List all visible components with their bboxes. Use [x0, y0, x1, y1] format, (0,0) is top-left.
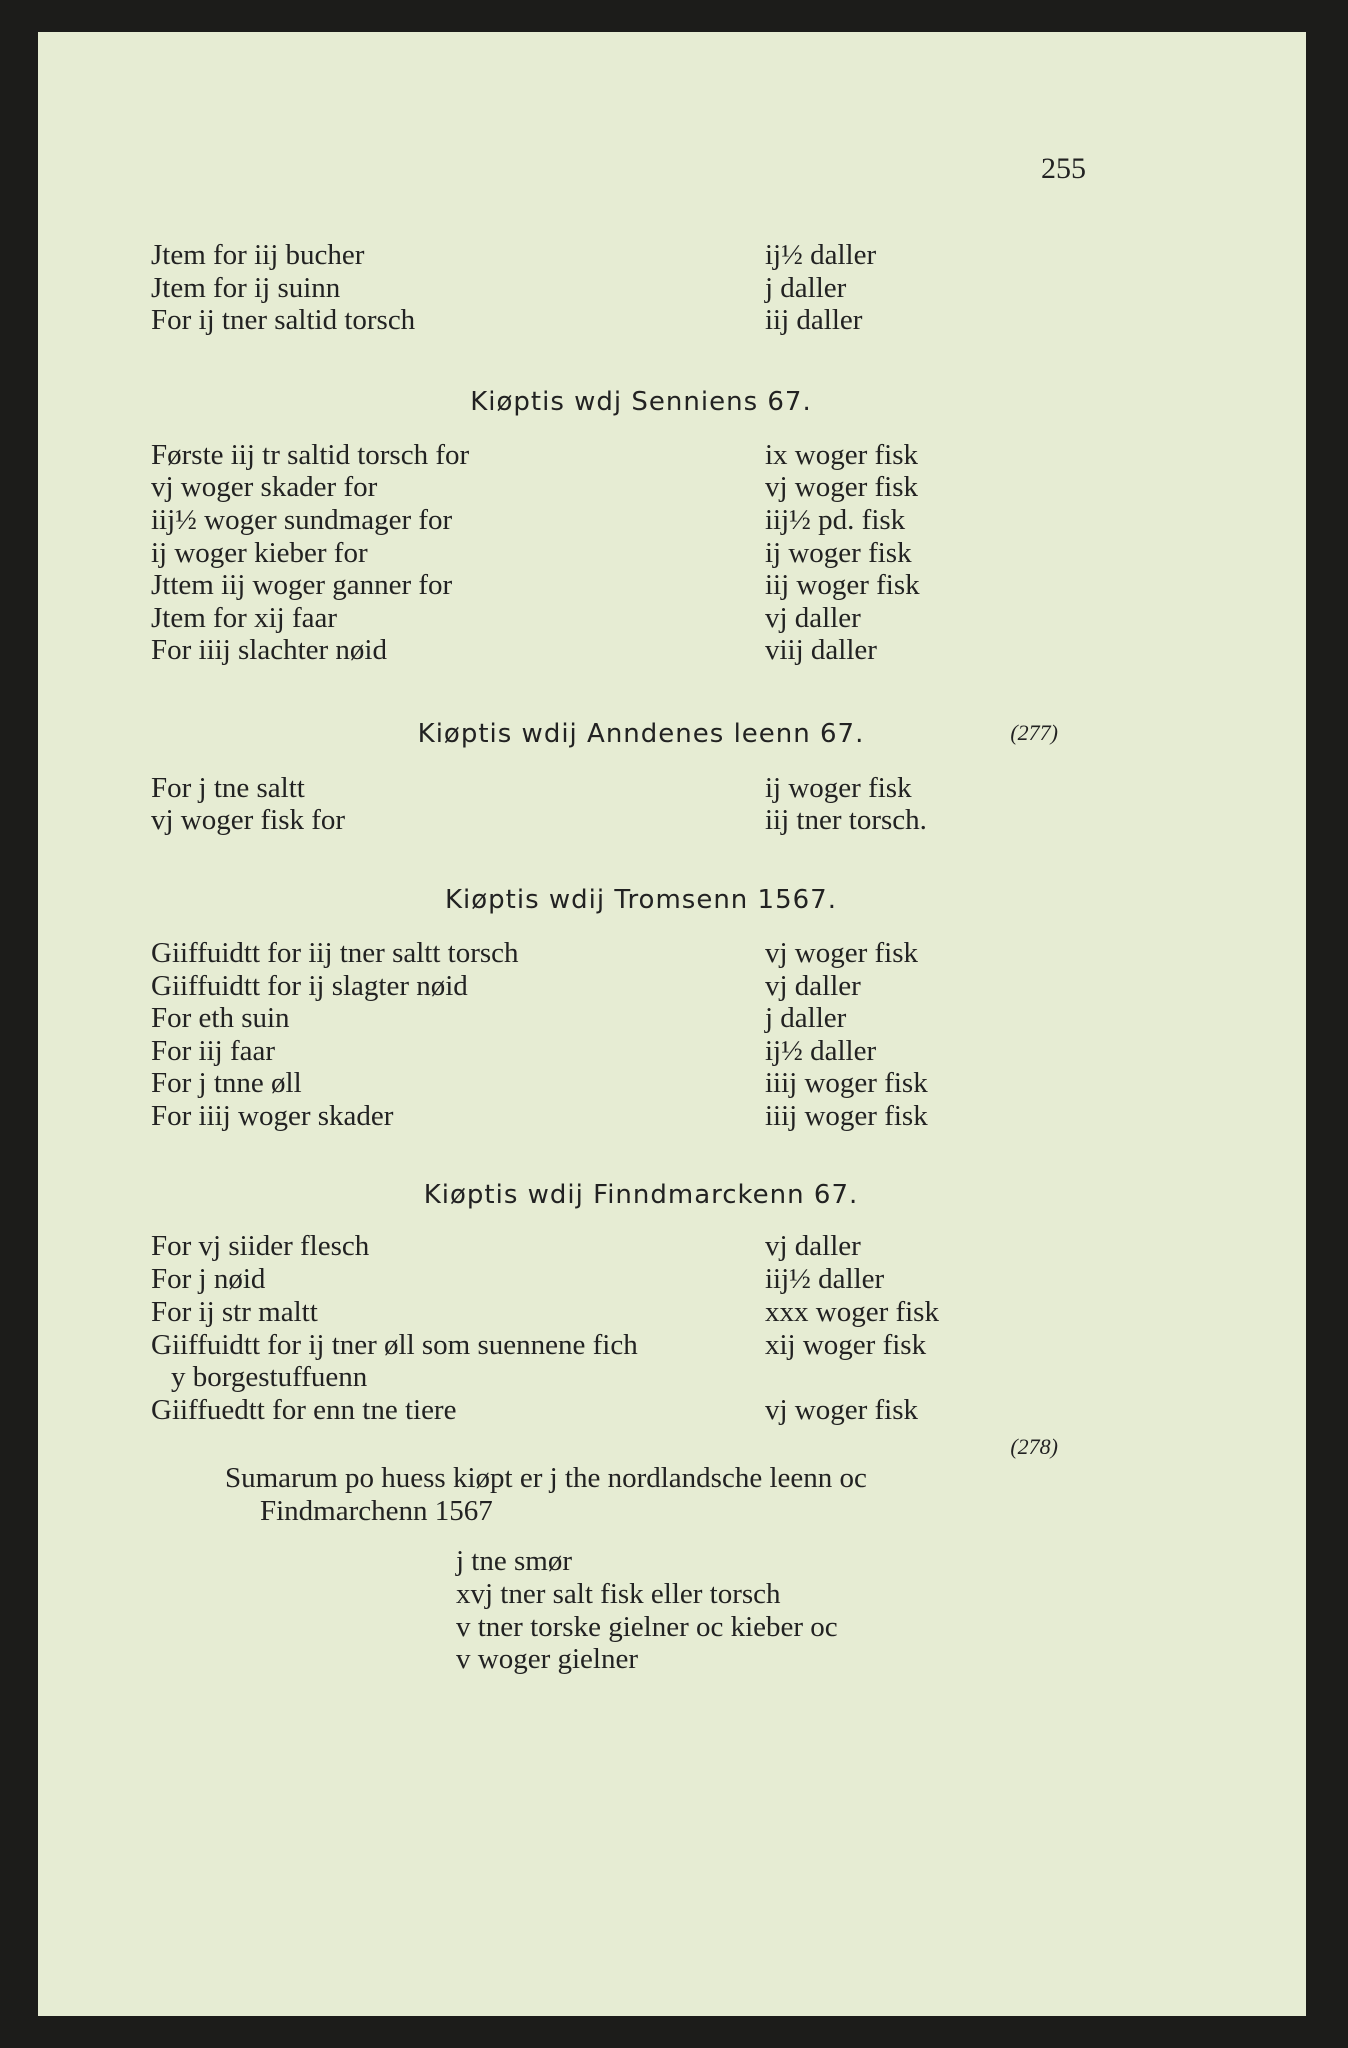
entry-row — [151, 270, 1131, 306]
entry-row — [151, 1327, 1131, 1363]
entry-price: iij woger fisk — [765, 569, 920, 601]
entry-item: y borgestuffuenn — [171, 1361, 368, 1393]
entry-price: xij woger fisk — [765, 1329, 927, 1361]
page-number: 255 — [1041, 152, 1086, 185]
entry-item: For iiij slachter nøid — [151, 634, 387, 666]
entry-row — [151, 802, 1131, 838]
entry-price: ij woger fisk — [765, 772, 912, 804]
entry-item: Første iij tr saltid torsch for — [151, 439, 470, 471]
entry-price: vj daller — [765, 1230, 861, 1262]
entry-item: For ij tner saltid torsch — [151, 304, 416, 336]
entry-item: For iiij woger skader — [151, 1100, 394, 1132]
entry-row — [151, 632, 1131, 668]
entry-row — [151, 535, 1131, 571]
entry-price: vj woger fisk — [765, 471, 919, 503]
entry-item: vj woger fisk for — [151, 804, 346, 836]
entry-price: xxx woger fisk — [765, 1296, 939, 1328]
sumarum-line-1: Sumarum po huess kiøpt er j the nordlandsche leenn oc — [225, 1462, 867, 1494]
entry-price: viij daller — [765, 634, 877, 666]
entry-price: ij woger fisk — [765, 537, 912, 569]
entry-item: For ij str maltt — [151, 1296, 318, 1328]
margin-note-278: (278) — [1010, 1434, 1058, 1459]
entry-row — [151, 237, 1131, 273]
entry-item: Jtem for iij bucher — [151, 239, 365, 271]
entry-price: vj woger fisk — [765, 937, 919, 969]
entry-price: j daller — [765, 1002, 847, 1034]
entry-row — [151, 1033, 1131, 1069]
entry-item: Jttem iij woger ganner for — [151, 569, 453, 601]
entry-price: vj daller — [765, 602, 861, 634]
entry-item: Jtem for ij suinn — [151, 272, 341, 304]
entry-row — [151, 1065, 1131, 1101]
entry-row — [151, 935, 1131, 971]
entry-item: Giiffuidtt for iij tner saltt torsch — [151, 937, 519, 969]
entry-row — [151, 770, 1131, 806]
sumarum-item: v woger gielner — [456, 1643, 638, 1675]
section-heading-tromsenn: Kiøptis wdij Tromsenn 1567. — [444, 885, 837, 915]
entry-price: ij½ daller — [765, 239, 877, 271]
section-heading-anndenes: Kiøptis wdij Anndenes leenn 67. — [417, 719, 865, 749]
section-heading-senniens: Kiøptis wdj Senniens 67. — [470, 387, 812, 417]
margin-note-277: (277) — [1010, 720, 1058, 745]
entry-item: For j nøid — [151, 1263, 266, 1295]
entry-row — [151, 968, 1131, 1004]
section-heading-finndmarcken: Kiøptis wdij Finndmarckenn 67. — [423, 1180, 859, 1210]
entry-price: iiij woger fisk — [765, 1100, 928, 1132]
entry-price: iij½ pd. fisk — [765, 504, 906, 536]
entry-row — [151, 1294, 1131, 1330]
entry-item: Jtem for xij faar — [151, 602, 338, 634]
entry-price: iij daller — [765, 304, 863, 336]
sumarum-item: xvj tner salt fisk eller torsch — [456, 1578, 781, 1610]
entry-row — [151, 469, 1131, 505]
entry-row — [151, 502, 1131, 538]
entry-row — [151, 1359, 1131, 1395]
entry-price: iij tner torsch. — [765, 804, 927, 836]
entry-row — [151, 600, 1131, 636]
entry-row — [151, 1392, 1131, 1428]
entry-price: j daller — [765, 272, 847, 304]
entry-price: iiij woger fisk — [765, 1067, 928, 1099]
entry-row — [151, 1228, 1131, 1264]
entry-row — [151, 1000, 1131, 1036]
entry-item: ij woger kieber for — [151, 537, 368, 569]
entry-price: iij½ daller — [765, 1263, 885, 1295]
document-page — [38, 32, 1306, 2016]
sumarum-item: v tner torske gielner oc kieber oc — [456, 1611, 838, 1643]
entry-price: vj daller — [765, 970, 861, 1002]
sumarum-item: j tne smør — [456, 1545, 572, 1577]
entry-price: ij½ daller — [765, 1035, 877, 1067]
entry-row — [151, 567, 1131, 603]
entry-item: iij½ woger sundmager for — [151, 504, 453, 536]
entry-item: Giiffuedtt for enn tne tiere — [151, 1394, 457, 1426]
entry-item: For iij faar — [151, 1035, 276, 1067]
entry-row — [151, 302, 1131, 338]
entry-item: For j tnne øll — [151, 1067, 302, 1099]
sumarum-line-2: Findmarchenn 1567 — [260, 1495, 493, 1527]
entry-item: vj woger skader for — [151, 471, 378, 503]
entry-price: ix woger fisk — [765, 439, 919, 471]
entry-item: For j tne saltt — [151, 772, 305, 804]
entry-row — [151, 1098, 1131, 1134]
entry-item: For eth suin — [151, 1002, 290, 1034]
entry-price: vj woger fisk — [765, 1394, 919, 1426]
entry-row — [151, 437, 1131, 473]
entry-item: Giiffuidtt for ij slagter nøid — [151, 970, 468, 1002]
entry-row — [151, 1261, 1131, 1297]
entry-item: For vj siider flesch — [151, 1230, 370, 1262]
entry-item: Giiffuidtt for ij tner øll som suennene fich — [151, 1329, 638, 1361]
